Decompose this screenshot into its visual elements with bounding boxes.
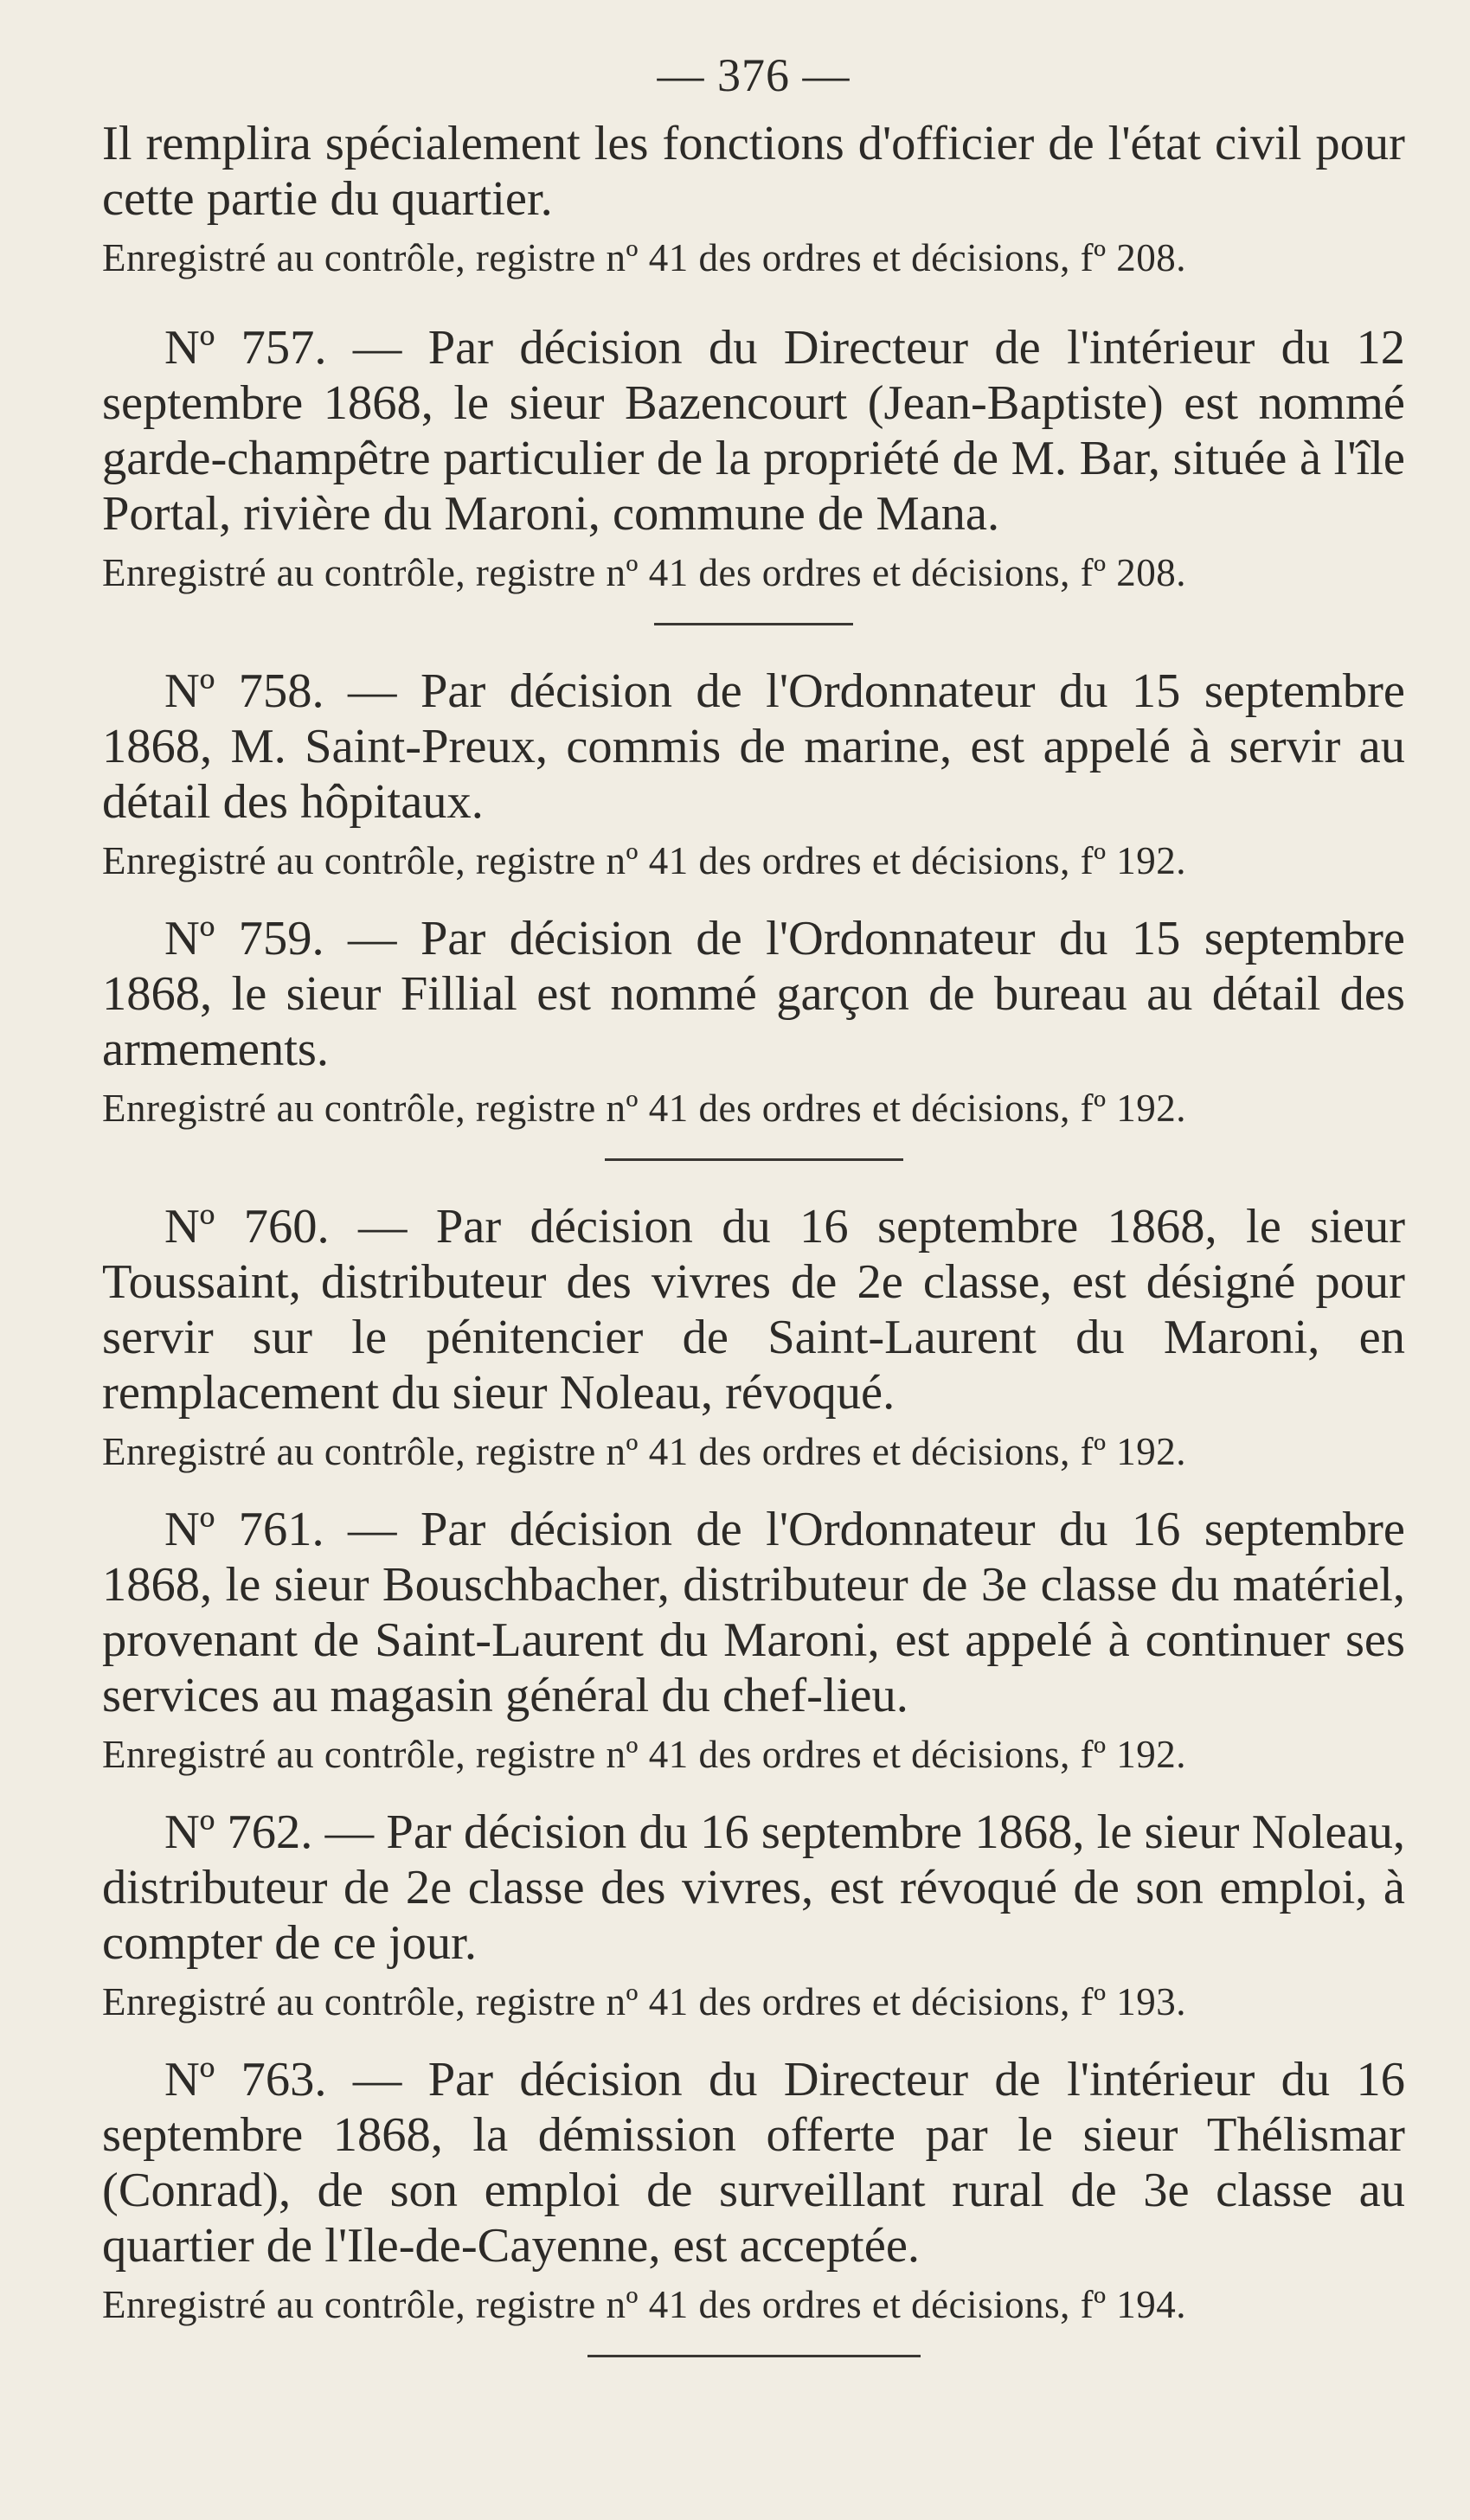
continuation-text: Il remplira spécialement les fonctions d'officier de l'état civil pour cette partie du quartier. — [102, 117, 1405, 226]
entry-text: — Par décision du 16 septembre 1868, le sieur Toussaint, distributeur des vivres de 2e classe, est désigné pour servir sur le pénitencier de Saint-Laurent du Maroni, en remplacement du sieur Noleau, révoqué. — [102, 1200, 1406, 1420]
entry-number: Nº 760. — [164, 1200, 330, 1254]
document-page — [102, 43, 1405, 2357]
entry-paragraph — [102, 1502, 1405, 1723]
entry-paragraph — [102, 1199, 1405, 1420]
entry-number: Nº 757. — [164, 321, 327, 375]
entry-number: Nº 761. — [164, 1503, 324, 1556]
registration-note: Enregistré au contrôle, registre nº 41 des ordres et décisions, fº 192. — [102, 1430, 1187, 1473]
entry-text: — Par décision de l'Ordonnateur du 15 septembre 1868, le sieur Fillial est nommé garçon de bureau au détail des armements. — [102, 912, 1405, 1076]
entry-number: Nº 759. — [164, 912, 324, 965]
entry-paragraph — [102, 1805, 1405, 1971]
registration-note: Enregistré au contrôle, registre nº 41 des ordres et décisions, fº 194. — [102, 2283, 1187, 2326]
continuation-block — [102, 116, 1405, 282]
entry-paragraph — [102, 911, 1405, 1077]
section-divider — [587, 2355, 921, 2357]
registration-note: Enregistré au contrôle, registre nº 41 des ordres et décisions, fº 192. — [102, 839, 1187, 882]
registration-note: Enregistré au contrôle, registre nº 41 des ordres et décisions, fº 193. — [102, 1980, 1187, 2023]
entry-text: — Par décision du Directeur de l'intérieur du 12 septembre 1868, le sieur Bazencourt (Jean-Baptiste) est nommé garde-champêtre particulier de la propriété de M. Bar, située à l'île Portal, rivière du Maroni, commune de Mana. — [102, 321, 1406, 541]
entry-number: Nº 758. — [164, 664, 324, 718]
page-number: — 376 — — [657, 49, 851, 101]
entry-paragraph — [102, 664, 1405, 830]
entry-text: — Par décision du 16 septembre 1868, le sieur Noleau, distributeur de 2e classe des vivres, est révoqué de son emploi, à compter de ce jour. — [102, 1805, 1406, 1970]
decision-entry-759 — [102, 911, 1405, 1132]
decision-entry-760 — [102, 1199, 1405, 1476]
section-divider — [654, 623, 853, 625]
decision-entry-757 — [102, 320, 1405, 597]
decision-entry-758 — [102, 664, 1405, 885]
entry-text: — Par décision de l'Ordonnateur du 16 septembre 1868, le sieur Bouschbacher, distributeur de 3e classe du matériel, provenant de Saint-Laurent du Maroni, est appelé à continuer ses services au magasin général du chef-lieu. — [102, 1503, 1405, 1722]
registration-note: Enregistré au contrôle, registre nº 41 des ordres et décisions, fº 208. — [102, 236, 1187, 279]
decision-entry-763 — [102, 2052, 1405, 2329]
entry-number: Nº 762. — [164, 1805, 313, 1859]
registration-note: Enregistré au contrôle, registre nº 41 des ordres et décisions, fº 192. — [102, 1733, 1187, 1776]
entry-text: — Par décision de l'Ordonnateur du 15 septembre 1868, M. Saint-Preux, commis de marine, est appelé à servir au détail des hôpitaux. — [102, 664, 1405, 829]
entry-paragraph — [102, 2052, 1405, 2273]
entry-number: Nº 763. — [164, 2053, 327, 2106]
entry-paragraph — [102, 320, 1405, 542]
section-divider — [605, 1158, 903, 1161]
entry-text: — Par décision du Directeur de l'intérieur du 16 septembre 1868, la démission offerte par le sieur Thélismar (Conrad), de son emploi de surveillant rural de 3e classe au quartier de l'Ile-de-Cayenne, est acceptée. — [102, 2053, 1406, 2273]
registration-note: Enregistré au contrôle, registre nº 41 des ordres et décisions, fº 208. — [102, 551, 1187, 594]
registration-note: Enregistré au contrôle, registre nº 41 des ordres et décisions, fº 192. — [102, 1087, 1187, 1130]
decision-entry-761 — [102, 1502, 1405, 1779]
decision-entry-762 — [102, 1805, 1405, 2026]
